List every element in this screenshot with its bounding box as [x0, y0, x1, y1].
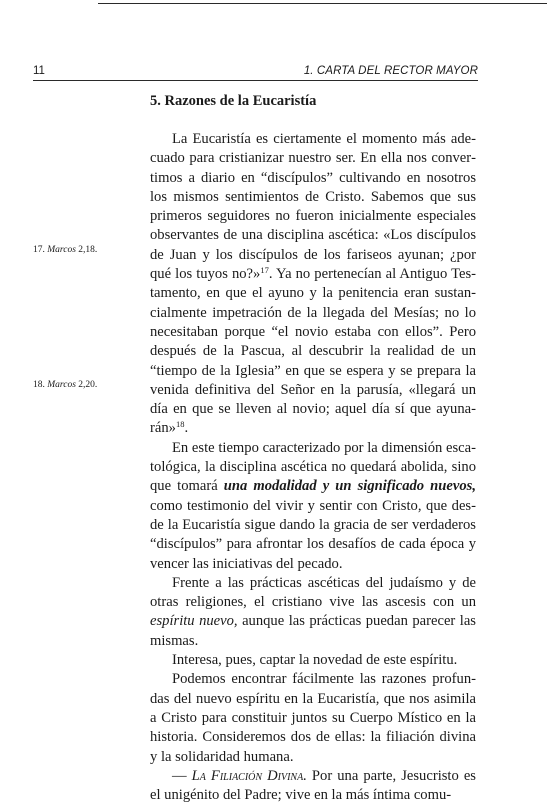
margin-note-book: Marcos: [47, 380, 76, 390]
margin-note-book: Marcos: [47, 245, 76, 255]
footnote-ref-18[interactable]: 18: [175, 419, 185, 430]
paragraph-2: [150, 439, 476, 574]
paragraph-1-text-c: .: [184, 420, 189, 437]
paragraph-1-text-b: . Ya no pertenecían al Antiguo Testamento, en que el ayuno y la penitencia eran sustancialmente impetración de la llegada del Mesías; no lo necesitaban porque “el novio estaba con ellos”. Pero después de la Pascua, al descubrir la realidad de un “tiempo de la Iglesia” en que se espera y se prepara la venida definitiva del Señor en la parusía, «llegará un día en que se lleven al novio; aquel día sí que ayunarán»: [150, 266, 476, 437]
paragraph-1: [150, 130, 476, 439]
header-rule: [33, 80, 478, 81]
paragraph-6: [150, 767, 476, 805]
margin-note-ref: 2,20.: [78, 380, 98, 390]
margin-note-number: 18.: [33, 380, 45, 390]
footnote-ref-17[interactable]: 17: [260, 265, 269, 276]
paragraph-1-text-a: La Eucaristía es ciertamente el momento más adecuado para cristianizar nuestro ser. En ella nos convertimos a diario en “discípulos” cultivando en nosotros los mismos sentimientos de Cristo. Sabemos que sus primeros seguidores no fueron inicialmente especiales observantes de una disciplina ascética: «Los discípulos de Juan y los discípulos de los fariseos ayunan; ¿por qué los tuyos no?»: [150, 131, 476, 283]
top-edge-rule: [98, 3, 547, 4]
margin-note-ref: 2,18.: [78, 245, 98, 255]
paragraph-6-smallcaps: La Filiación Divina.: [191, 767, 307, 784]
paragraph-2-emphasis: una modalidad y un significado nuevos,: [223, 478, 476, 495]
running-title: 1. CARTA DEL RECTOR MAYOR: [303, 65, 478, 77]
margin-note-17: [33, 245, 97, 255]
paragraph-4: Interesa, pues, captar la novedad de este espíritu.: [172, 652, 458, 669]
paragraph-3-text-b: aunque las prácticas puedan parecer las mismas.: [150, 613, 476, 649]
paragraph-3-text-a: Frente a las prácticas ascéticas del judaísmo y de otras religiones, el cristiano vive las ascesis con un: [150, 574, 476, 611]
paragraph-5: Podemos encontrar fácilmente las razones profundas del nuevo espíritu en la Eucaristía, que nos asimila a Cristo para constituir juntos su Cuerpo Místico en la historia. Consideremos dos de ellas: la filiación divina y la solidaridad humana.: [150, 671, 476, 765]
margin-note-18: [33, 380, 97, 390]
paragraph-2-text-a: En este tiempo caracterizado por la dimensión escatológica, la disciplina ascética no quedará abolida, sino que tomará: [150, 439, 476, 495]
paragraph-2-text-b: como testimonio del vivir y sentir con Cristo, que desde la Eucaristía sigue dando la gracia de ser verdaderos “discípulos” para afrontar los desafíos de cada época y vencer las iniciativas del pecado.: [150, 497, 476, 572]
paragraph-6-text-b: Por una parte, Jesucristo es el unigénito del Padre; vive en la más íntima comu-: [150, 767, 476, 804]
page-number: 11: [33, 65, 45, 77]
paragraph-6-dash: —: [172, 767, 192, 784]
margin-note-number: 17.: [33, 245, 45, 255]
section-heading: 5. Razones de la Eucaristía: [150, 93, 317, 109]
running-header: [33, 63, 478, 81]
body-text: [150, 122, 476, 805]
paragraph-3-emphasis: espíritu nuevo,: [150, 613, 238, 630]
paragraph-3: [150, 574, 476, 651]
